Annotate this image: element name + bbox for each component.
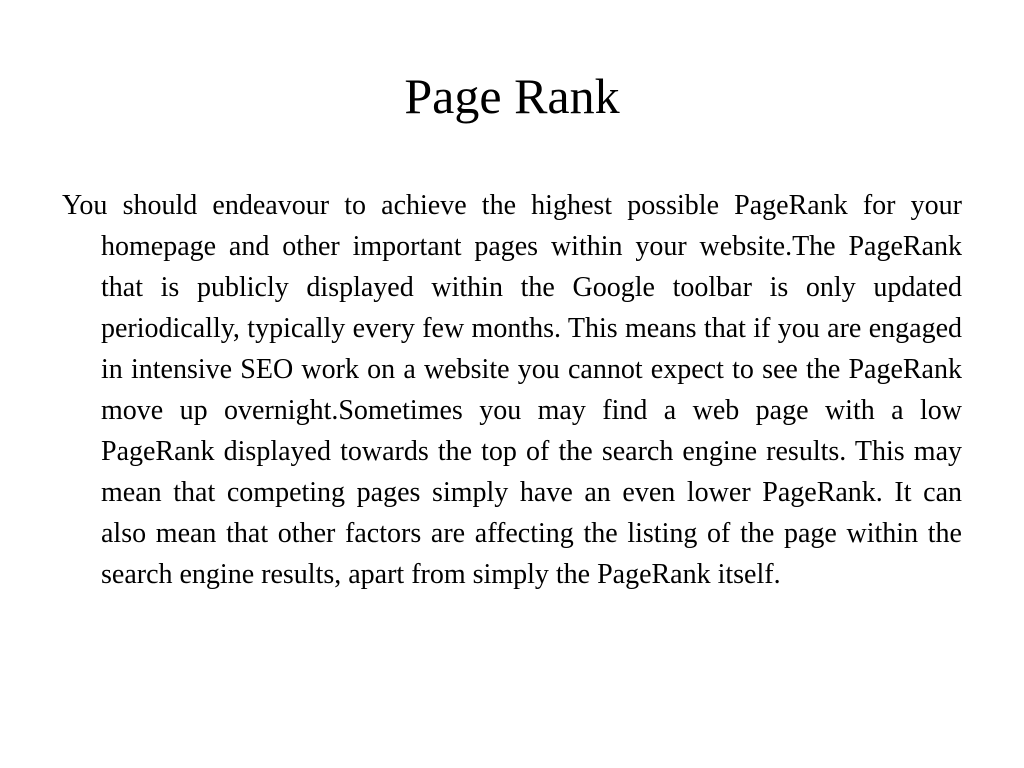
- slide-body-text: You should endeavour to achieve the highest possible PageRank for your homepage and other important pages within your website.The PageRank that is publicly displayed within the Google toolbar is only updated periodically, typically every few months. This means that if you are engaged in intensive SEO work on a website you cannot expect to see the PageRank move up overnight.Sometimes you may find a web page with a low PageRank displayed towards the top of the search engine results. This may mean that competing pages simply have an even lower PageRank. It can also mean that other factors are affecting the listing of the page within the search engine results, apart from simply the PageRank itself.: [62, 190, 962, 590]
- slide-title: Page Rank: [404, 68, 620, 124]
